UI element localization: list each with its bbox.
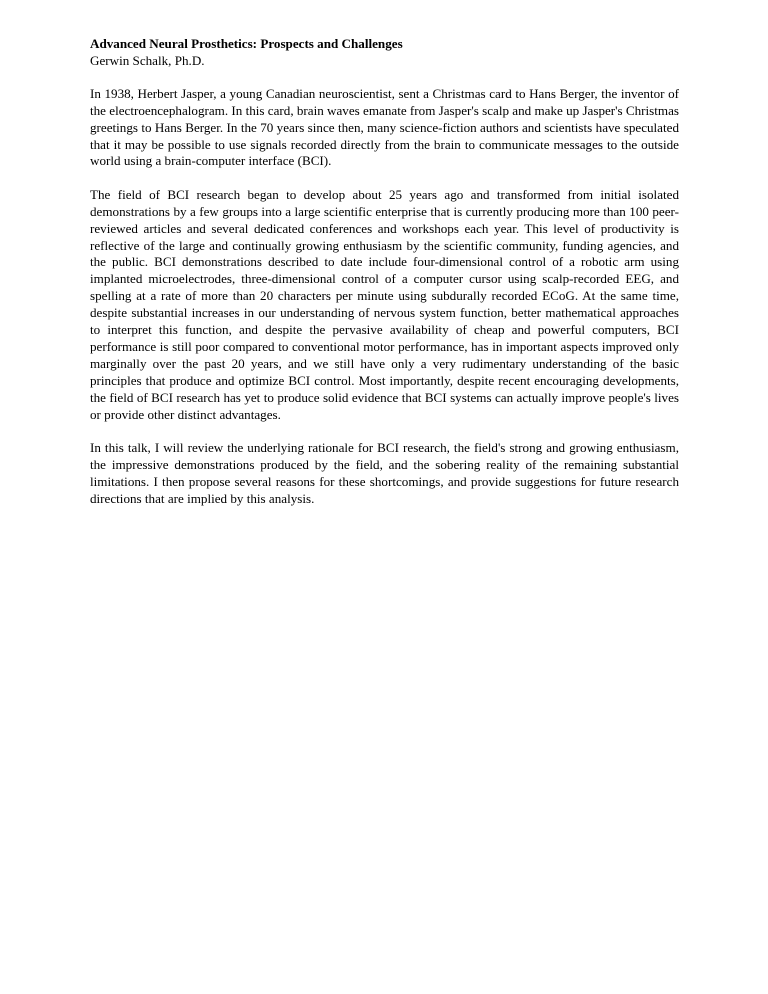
- document-author: Gerwin Schalk, Ph.D.: [90, 52, 205, 68]
- document-title: Advanced Neural Prosthetics: Prospects and Challenges: [90, 36, 403, 51]
- paragraph-field-history: The field of BCI research began to develop about 25 years ago and transformed from initial isolated demonstrations by a few groups into a large scientific enterprise that is currently producing more than 100 peer-reviewed articles and several dedicated conferences and workshops each year. This level of productivity is reflective of the large and continually growing enthusiasm by the scientific community, funding agencies, and the public. BCI demonstrations described to date include four-dimensional control of a robotic arm using implanted microelectrodes, three-dimensional control of a computer cursor using scalp-recorded EEG, and spelling at a rate of more than 20 characters per minute using subdurally recorded ECoG. At the same time, despite substantial increases in our understanding of nervous system function, better mathematical approaches to interpret this function, and despite the pervasive availability of cheap and powerful computers, BCI performance is still poor compared to conventional motor performance, has in important aspects improved only marginally over the past 20 years, and we still have only a very rudimentary understanding of the basic principles that produce and optimize BCI control. Most importantly, despite recent encouraging developments, the field of BCI research has yet to produce solid evidence that BCI systems can actually improve people's lives or provide other distinct advantages.: [90, 186, 679, 422]
- paragraph-intro: In 1938, Herbert Jasper, a young Canadian neuroscientist, sent a Christmas card to Hans Berger, the inventor of the electroencephalogram. In this card, brain waves emanate from Jasper's scalp and make up Jasper's Christmas greetings to Hans Berger. In the 70 years since then, many science-fiction authors and scientists have speculated that it may be possible to use signals recorded directly from the brain to communicate messages to the outside world using a brain-computer interface (BCI).: [90, 85, 680, 169]
- document-page: [90, 36, 679, 524]
- paragraph-talk-outline: In this talk, I will review the underlying rationale for BCI research, the field's strong and growing enthusiasm, the impressive demonstrations produced by the field, and the sobering reality of the remaining substantial limitations. I then propose several reasons for these shortcomings, and provide suggestions for future research directions that are implied by this analysis.: [90, 440, 679, 506]
